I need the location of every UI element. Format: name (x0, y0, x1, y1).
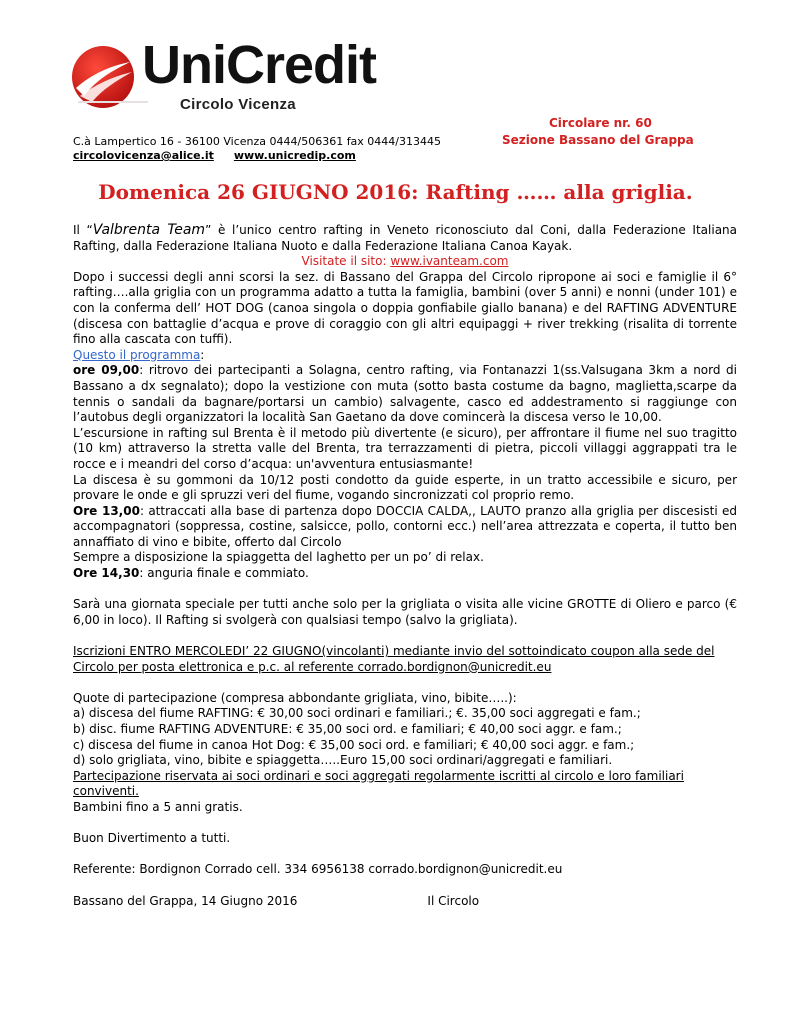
paragraph-escursione: L’escursione in rafting sul Brenta è il metodo più divertente (e sicuro), per affrontare il fiume nel suo tragitto (10 km) attraverso la stretta valle del Brenta, tra terrazzamenti di pietra, piccoli villaggi aggrappati tra le rocce e i meandri del corso d’acqua: un'avventura entusiasmante! (73, 425, 737, 471)
programma-heading (73, 348, 737, 364)
circolare-number: Circolare nr. 60 (549, 116, 652, 130)
schedule-item-1 (73, 363, 737, 425)
paragraph-intro: Dopo i successi degli anni scorsi la sez. di Bassano del Grappa del Circolo ripropone ai soci e famiglie il 6° rafting….alla griglia con un programma adatto a tutta la famiglia, bambini (over 5 anni) e nonni (under 101) e con la conferma dell’ HOT DOG (canoa singola o doppia gonfiabile giallo banana) e del RAFTING ADVENTURE (discesa con battaglie d’acqua e prove di coraggio con gli altri equipaggi + river trekking (risalita di torrente fino alla cascata con tuffi). (73, 269, 737, 347)
brand-name: UniCredit (142, 35, 376, 95)
document-body (73, 223, 737, 909)
referente-line: Referente: Bordignon Corrado cell. 334 6956138 corrado.bordignon@unicredit.eu (73, 862, 563, 877)
paragraph-giornata: Sarà una giornata speciale per tutti anche solo per la grigliata o visita alle vicine GROTTE di Oliero e parco (€ 6,00 in loco). Il Rafting si svolgerà con qualsiasi tempo (salvo la grigliata). (73, 597, 737, 627)
paragraph-spiaggetta: Sempre a disposizione la spiaggetta del laghetto per un po’ di relax. (73, 550, 484, 565)
schedule-text-1: : ritrovo dei partecipanti a Solagna, centro rafting, via Fontanazzi 1(ss.Valsugana 3km a nord di Bassano a dx segnalato); dopo la vestizione con muta (sotto basta costume da bagno, maglietta,scarpe da tennis o sandali da bagnare/portarsi un cambio) salvagente, casco ed addestramento si raggiunge con l’autobus degli organizzatori la località San Gaetano da dove comincerà la discesa verso le 10,00. (73, 363, 738, 425)
schedule-item-2 (73, 504, 737, 551)
contacts-line (73, 149, 356, 162)
signature: Il Circolo (427, 893, 480, 908)
sezione-name: Sezione Bassano del Grappa (502, 133, 694, 147)
intro-post: ” è l’unico centro rafting in Veneto riconosciuto dal Coni, dalla Federazione Italiana Rafting, dalla Federazione Italiana Nuoto e dalla Federazione Italiana Canoa Kayak. (73, 223, 738, 253)
quote-item-a: a) discesa del fiume RAFTING: € 30,00 soci ordinari e familiari.; €. 35,00 soci aggregati e fam.; (73, 706, 641, 721)
place-date: Bassano del Grappa, 14 Giugno 2016 (73, 893, 298, 908)
greeting: Buon Divertimento a tutti. (73, 831, 231, 846)
schedule-time-2: Ore 13,00 (73, 503, 140, 518)
quote-item-c: c) discesa del fiume in canoa Hot Dog: € 35,00 soci ord. e familiari; € 40,00 soci aggr. e fam.; (73, 737, 635, 752)
quote-item-d: d) solo grigliata, vino, bibite e spiaggetta…..Euro 15,00 soci ordinari/aggregati e familiari. (73, 753, 613, 768)
paragraph-discesa: La discesa è su gommoni da 10/12 posti condotto da guide esperte, in un tratto accessibile e sicuro, per provare le onde e gli spruzzi veri del fiume, vogando sincronizzati col proprio remo. (73, 472, 737, 503)
visit-link[interactable]: www.ivanteam.com (390, 254, 509, 269)
quote-heading: Quote di partecipazione (compresa abbondante grigliata, vino, bibite…..): (73, 690, 517, 705)
brand-subtitle: Circolo Vicenza (180, 96, 296, 113)
intro-paragraph (73, 223, 737, 254)
schedule-text-3: : anguria finale e commiato. (139, 566, 309, 581)
page-title: Domenica 26 GIUGNO 2016: Rafting …… alla griglia. (98, 180, 693, 204)
website-link[interactable]: www.unicredip.com (233, 149, 356, 162)
logo-divider (78, 101, 148, 103)
programma-link[interactable]: Questo il programma (73, 347, 201, 362)
visit-line (73, 254, 737, 270)
email-link[interactable]: circolovicenza@alice.it (73, 149, 214, 162)
quote-item-b: b) disc. fiume RAFTING ADVENTURE: € 35,00 soci ord. e familiari; € 40,00 soci aggr. e fam.; (73, 722, 622, 736)
schedule-item-3 (73, 566, 737, 582)
partecipazione-notice: Partecipazione riservata ai soci ordinari e soci aggregati regolarmente iscritti al circolo e loro familiari conviventi. (73, 768, 684, 799)
visit-label: Visitate il sito: (301, 254, 391, 269)
signature-line (73, 894, 737, 910)
address-line: C.à Lampertico 16 - 36100 Vicenza 0444/506361 fax 0444/313445 (73, 135, 442, 148)
team-name: Valbrenta Team (92, 222, 206, 238)
programma-colon: : (200, 347, 205, 362)
schedule-time-1: ore 09,00 (73, 363, 140, 378)
iscrizioni-notice: Iscrizioni ENTRO MERCOLEDI’ 22 GIUGNO(vincolanti) mediante invio del sottoindicato coupon alla sede del Circolo per posta elettronica e p.c. al referente corrado.bordignon@unicredit.eu (73, 644, 715, 674)
schedule-time-3: Ore 14,30 (73, 566, 140, 581)
intro-pre: Il “ (73, 223, 93, 237)
schedule-text-2: : attraccati alla base di partenza dopo DOCCIA CALDA,, LAUTO pranzo alla griglia per discesisti ed accompagnatori (soppressa, costine, salsicce, pollo, contorni ecc.) nell’area attrezzata e coperta, il tutto ben annaffiato di vino e bibite, offerto dal Circolo (73, 503, 737, 549)
bambini-note: Bambini fino a 5 anni gratis. (73, 799, 243, 814)
